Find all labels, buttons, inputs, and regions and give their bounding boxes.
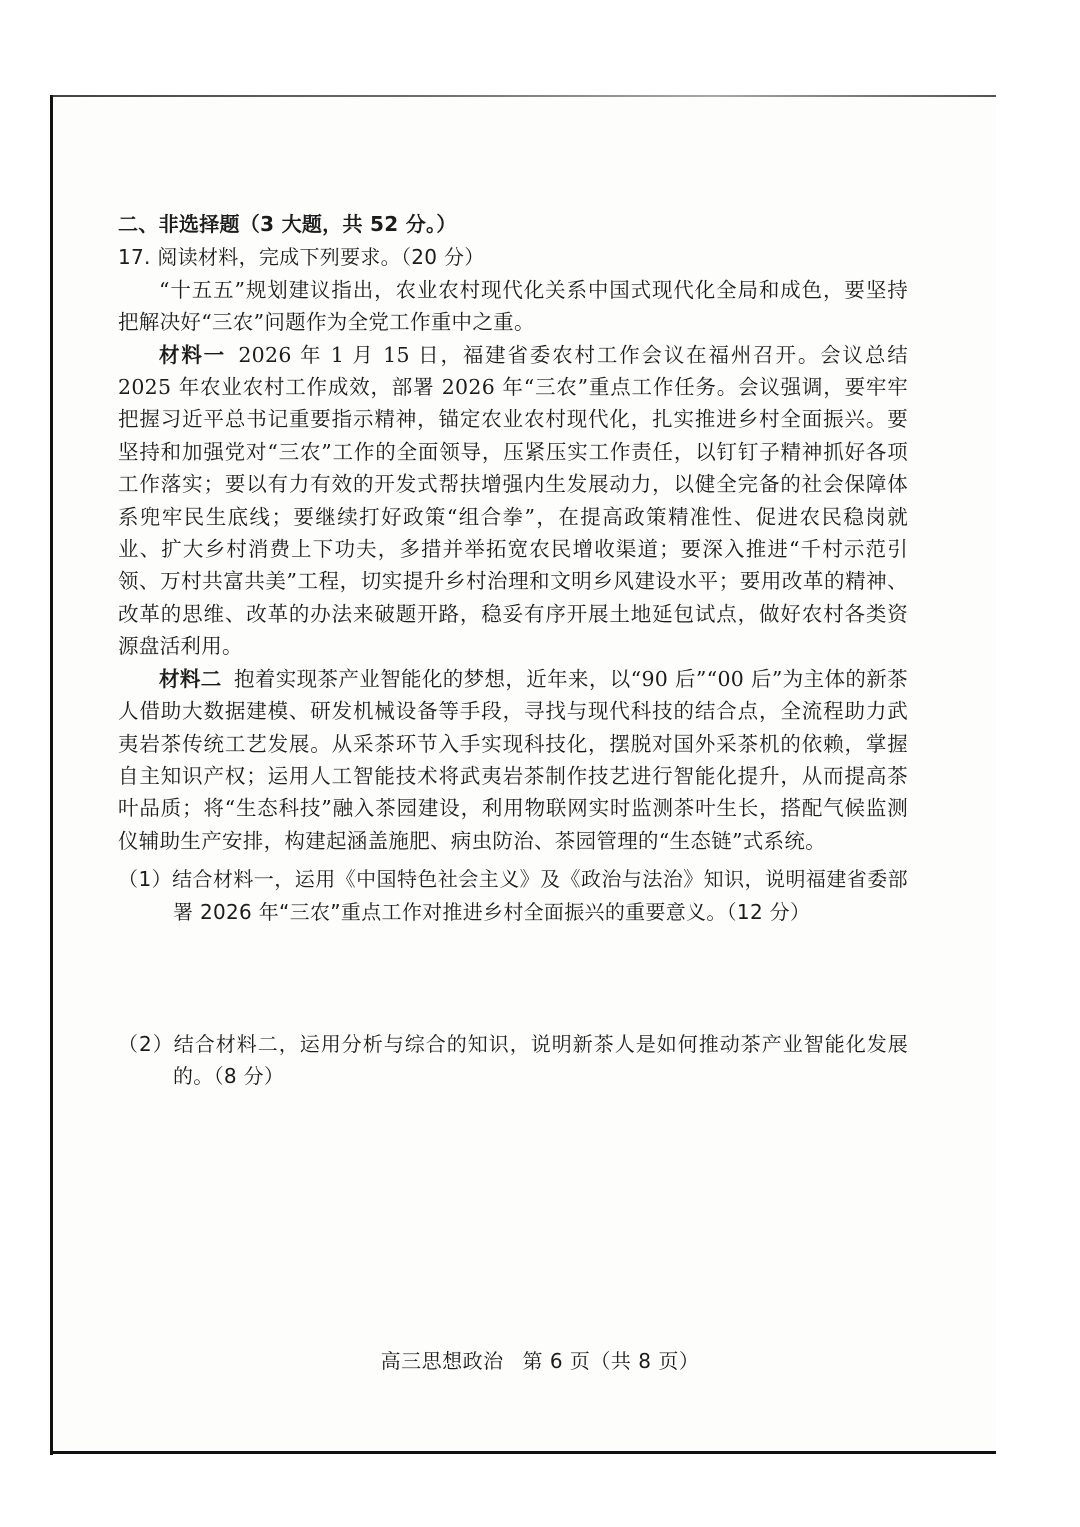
material-two-label: 材料二 [159, 666, 222, 691]
page-footer [0, 1345, 1080, 1374]
material-two [118, 663, 908, 857]
material-two-text: 抱着实现茶产业智能化的梦想，近年来，以“90 后”“00 后”为主体的新茶人借助大数据建模、研发机械设备等手段，寻找与现代科技的结合点，全流程助力武夷岩茶传统工艺发展。从采茶环节入手实现科技化，摆脱对国外采茶机的依赖，掌握自主知识产权；运用人工智能技术将武夷岩茶制作技艺进行智能化提升，从而提高茶叶品质；将“生态科技”融入茶园建设，利用物联网实时监测茶叶生长，搭配气候监测仪辅助生产安排，构建起涵盖施肥、病虫防治、茶园管理的“生态链”式系统。 [118, 666, 908, 853]
footer-subject: 高三思想政治 [380, 1349, 504, 1373]
scan-edge-bottom [50, 1451, 996, 1454]
question-stem: 17. 阅读材料，完成下列要求。（20 分） [118, 245, 485, 270]
sub-question-2: （2）结合材料二，运用分析与综合的知识，说明新茶人是如何推动茶产业智能化发展的。（8 分） [118, 1031, 908, 1089]
scan-edge-left [50, 95, 53, 1455]
scan-edge-top [52, 95, 996, 97]
material-one [118, 339, 908, 663]
question-intro: “十五五”规划建议指出，农业农村现代化关系中国式现代化全局和成色，要坚持把解决好“三农”问题作为全党工作重中之重。 [118, 277, 908, 335]
section-title: 二、非选择题（3 大题，共 52 分。） [118, 212, 457, 236]
exam-content [118, 208, 908, 1093]
footer-page-number: 第 6 页（共 8 页） [522, 1349, 700, 1373]
material-one-label: 材料一 [159, 342, 227, 367]
sub-question-1: （1）结合材料一，运用《中国特色社会主义》及《政治与法治》知识，说明福建省委部署 2026 年“三农”重点工作对推进乡村全面振兴的重要意义。（12 分） [118, 867, 908, 924]
material-one-text: 2026 年 1 月 15 日，福建省委农村工作会议在福州召开。会议总结 2025 年农业农村工作成效，部署 2026 年“三农”重点工作任务。会议强调，要牢牢把握习近平总书记重要指示精神，锚定农业农村现代化，扎实推进乡村全面振兴。要坚持和加强党对“三农”工作的全面领导，压紧压实工作责任，以钉钉子精神抓好各项工作落实；要以有力有效的开发式帮扶增强内生发展动力，以健全完备的社会保障体系兜牢民生底线；要继续打好政策“组合拳”，在提高政策精准性、促进农民稳岗就业、扩大乡村消费上下功夫，多措并举拓宽农民增收渠道；要深入推进“千村示范引领、万村共富共美”工程，切实提升乡村治理和文明乡风建设水平；要用改革的精神、改革的思维、改革的办法来破题开路，稳妥有序开展土地延包试点，做好农村各类资源盘活利用。 [118, 342, 908, 659]
